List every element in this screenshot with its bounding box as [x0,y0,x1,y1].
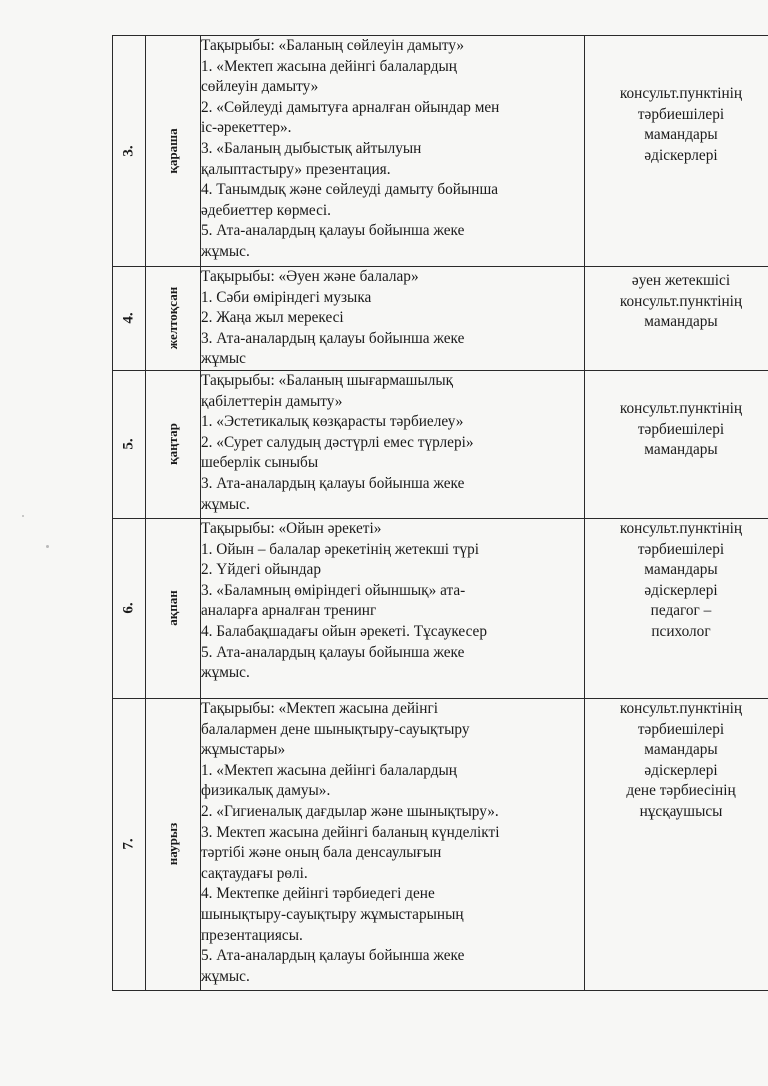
topic-line: 1. «Мектеп жасына дейінгі балалардың [201,761,457,779]
month-cell [146,36,201,267]
table-row [113,698,768,990]
consultation-plan-table [112,35,768,991]
topic-line: Тақырыбы: «Баланың сөйлеуін дамыту» [201,37,465,54]
topic-line: 5. Ата-аналардың қалауы бойынша жеке [201,947,465,965]
responsible-line: дене тәрбиесінің [626,782,736,800]
topic-line: шеберлік сыныбы [201,454,319,472]
topic-line: жұмыс. [201,242,250,260]
row-number: 4. [120,312,137,325]
responsible-line: психолог [651,622,711,640]
topic-line: 3. Ата-аналардың қалауы бойынша жеке [201,474,465,492]
month-label: қаңтар [165,423,180,466]
responsible-line: консульт.пунктінің [619,399,743,417]
month-cell [146,698,201,990]
topic-line: 2. «Сөйлеуді дамытуға арналған ойындар мен [201,98,500,116]
responsible-line: мамандары [644,313,718,331]
scan-speck [46,545,49,548]
row-number-cell [113,698,146,990]
table-row [113,370,768,518]
row-number: 5. [120,438,137,451]
responsible-line: нұсқаушысы [639,802,723,820]
responsible-line: әуен жетекшісі [631,272,731,289]
topic-line: 2. «Сурет салудың дәстүрлі емес түрлері» [201,433,474,451]
topic-line: презентациясы. [201,926,303,944]
topic-line: жұмыс. [201,967,250,985]
responsible-line: мамандары [644,561,718,579]
topic-line: қалыптастыру» презентация. [201,160,391,178]
topic-line: 5. Ата-аналардың қалауы бойынша жеке [201,643,465,661]
responsible-cell [585,518,768,698]
responsible-line: тәрбиешілері [637,105,725,123]
month-label: қараша [165,128,180,174]
topic-line: Тақырыбы: «Мектеп жасына дейінгі [201,699,439,717]
topic-line: 4. Балабақшадағы ойын әрекеті. Тұсаукесер [201,622,487,640]
topic-line: 1. Ойын – балалар әрекетінің жетекші түрі [201,540,480,558]
responsible-line: тәрбиешілері [637,720,725,738]
responsible-line: мамандары [644,441,718,459]
responsible-line: консульт.пунктінің [619,699,743,717]
row-number: 6. [120,602,137,615]
topic-line: жұмыстары» [201,741,286,759]
responsible-line: әдіскерлері [644,146,718,164]
topic-line: 1. «Мектеп жасына дейінгі балалардың [201,57,457,75]
topic-line: 2. «Гигиеналық дағдылар және шынықтыру». [201,802,499,820]
topic-line: 1. Сәби өміріндегі музыка [201,288,372,306]
row-number-cell [113,267,146,371]
topic-line: 2. Жаңа жыл мерекесі [201,309,344,327]
responsible-cell [585,267,768,371]
topic-line: жұмыс. [201,664,250,682]
topic-line: Тақырыбы: «Әуен және балалар» [201,268,419,285]
responsible-line: консульт.пунктінің [619,85,743,102]
month-cell [146,267,201,371]
month-label: наурыз [165,823,180,866]
table-row [113,36,768,267]
topic-cell [201,267,585,371]
topic-line: жұмыс [201,350,246,368]
topic-line: іс-әрекеттер». [201,119,292,137]
topic-line: әдебиеттер көрмесі. [201,201,331,219]
topic-line: балалармен дене шынықтыру-сауықтыру [201,720,470,738]
month-cell [146,370,201,518]
topic-line: 5. Ата-аналардың қалауы бойынша жеке [201,222,465,240]
row-number: 3. [120,145,137,157]
month-label: ақпан [165,590,180,627]
responsible-line: консульт.пунктінің [619,292,743,310]
topic-line: Тақырыбы: «Ойын әрекеті» [201,519,382,537]
topic-line: Тақырыбы: «Баланың шығармашылық [201,371,454,389]
responsible-line: тәрбиешілері [637,540,725,558]
topic-line: 4. Мектепке дейінгі тәрбиедегі дене [201,885,435,903]
responsible-line: тәрбиешілері [637,420,725,438]
row-number-cell [113,518,146,698]
topic-line: 3. Ата-аналардың қалауы бойынша жеке [201,329,465,347]
topic-line: сөйлеуін дамыту» [201,78,319,96]
topic-line: физикалық дамуы». [201,782,331,800]
responsible-line: әдіскерлері [644,581,718,599]
topic-line: аналарға арналған тренинг [201,602,377,620]
row-number: 7. [120,838,137,851]
topic-line: жұмыс. [201,495,250,513]
topic-line: сақтаудағы рөлі. [201,864,308,882]
topic-line: 1. «Эстетикалық көзқарасты тәрбиелеу» [201,413,464,431]
topic-line: 3. «Баламның өміріндегі ойыншық» ата- [201,581,466,599]
month-cell [146,518,201,698]
responsible-line: мамандары [644,741,718,759]
topic-line: 3. «Баланың дыбыстық айтылуын [201,139,422,157]
responsible-line: әдіскерлері [644,761,718,779]
scan-speck [22,515,24,517]
responsible-cell [585,370,768,518]
topic-line: қабілеттерін дамыту» [201,392,343,410]
document-page [112,35,768,987]
topic-cell [201,370,585,518]
topic-cell [201,698,585,990]
month-label: желтоқсан [165,287,180,350]
responsible-cell [585,36,768,267]
responsible-line: консульт.пунктінің [619,519,743,537]
row-number-cell [113,370,146,518]
topic-line: 2. Үйдегі ойындар [201,561,321,579]
topic-line: 4. Танымдық және сөйлеуді дамыту бойынша [201,181,499,199]
table-row [113,518,768,698]
topic-cell [201,36,585,267]
table-row [113,267,768,371]
row-number-cell [113,36,146,267]
topic-cell [201,518,585,698]
responsible-line: мамандары [644,126,718,144]
responsible-cell [585,698,768,990]
topic-line: тәртібі және оның бала денсаулығын [201,844,442,862]
responsible-line: педагог – [650,602,712,620]
topic-line: шынықтыру-сауықтыру жұмыстарының [201,905,464,923]
topic-line: 3. Мектеп жасына дейінгі баланың күнделікті [201,823,500,841]
